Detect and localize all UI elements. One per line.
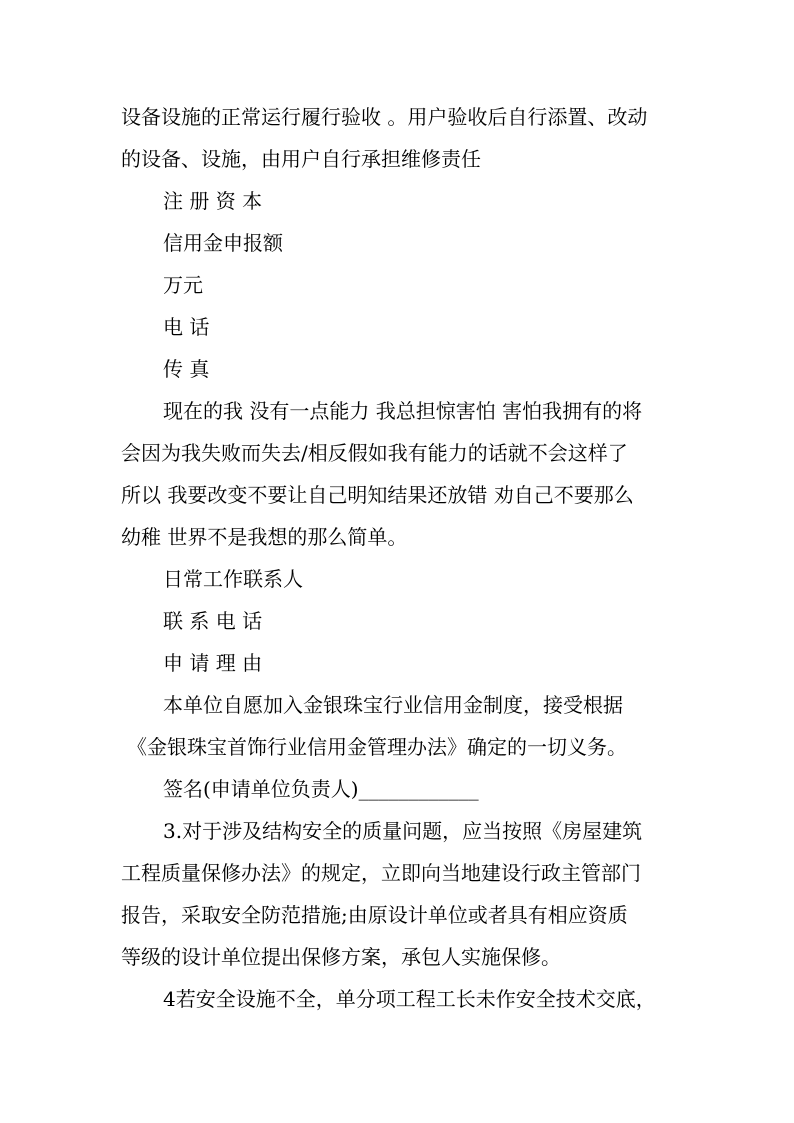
form-field-label: 联 系 电 话: [163, 609, 263, 633]
text-line: 工程质量保修办法》的规定，立即向当地建设行政主管部门: [121, 861, 641, 885]
text-line: 本单位自愿加入金银珠宝行业信用金制度，接受根据: [163, 693, 623, 717]
form-field-label: 注 册 资 本: [163, 189, 263, 213]
text-line: 报告，采取安全防范措施;由原设计单位或者具有相应资质: [121, 903, 628, 927]
signature-line: 签名(申请单位负责人)____________: [163, 777, 479, 801]
text-line: 等级的设计单位提出保修方案，承包人实施保修。: [121, 945, 561, 969]
form-field-label: 传 真: [163, 357, 210, 381]
text-line: 3.对于涉及结构安全的质量问题，应当按照《房屋建筑: [163, 819, 643, 843]
text-line: 现在的我 没有一点能力 我总担惊害怕 害怕我拥有的将: [163, 399, 643, 423]
text-line: 设备设施的正常运行履行验收 。用户验收后自行添置、改动: [121, 105, 648, 129]
text-line: 所以 我要改变不要让自己明知结果还放错 劝自己不要那么: [121, 483, 634, 507]
text-line: 的设备、设施，由用户自行承担维修责任: [121, 147, 481, 171]
form-field-label: 申 请 理 由: [163, 651, 263, 675]
form-field-label: 万元: [163, 273, 203, 297]
text-line: 4若安全设施不全，单分项工程工长未作安全技术交底，: [163, 987, 656, 1011]
form-field-label: 信用金申报额: [163, 231, 283, 255]
text-line: 《金银珠宝首饰行业信用金管理办法》确定的一切义务。: [127, 735, 627, 759]
form-field-label: 日常工作联系人: [163, 567, 303, 591]
form-field-label: 电 话: [163, 315, 210, 339]
text-line: 会因为我失败而失去/相反假如我有能力的话就不会这样了: [121, 441, 628, 465]
text-line: 幼稚 世界不是我想的那么简单。: [121, 525, 408, 549]
